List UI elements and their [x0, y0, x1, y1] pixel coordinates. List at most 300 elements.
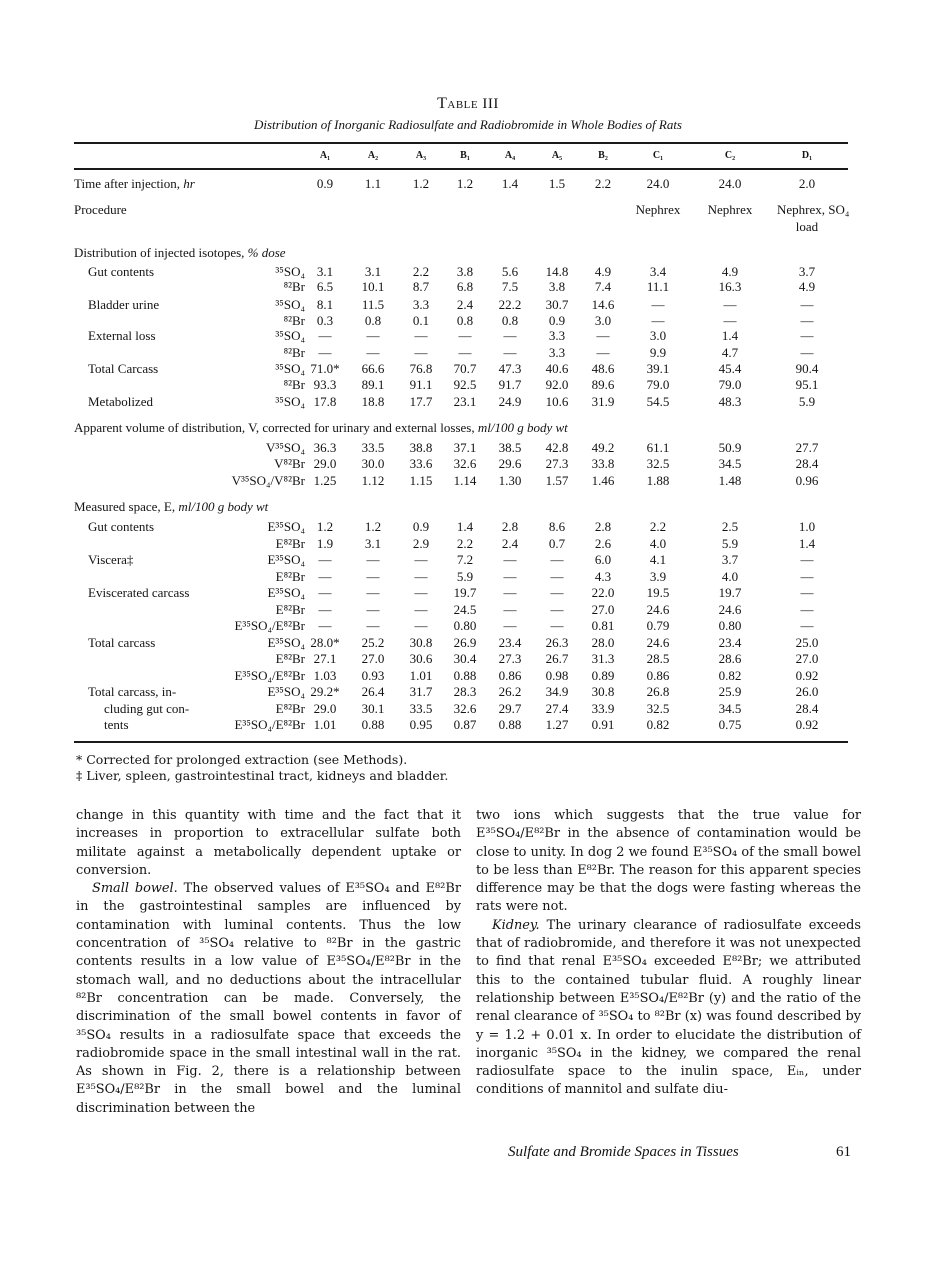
table-cell: 0.88: [498, 717, 522, 732]
table-cell: 14.6: [591, 297, 615, 312]
isotope-label: V³⁵SO₄: [266, 440, 305, 455]
table-cell: 31.7: [409, 684, 433, 699]
table-cell: 28.4: [795, 456, 819, 471]
isotope-label: E³⁵SO₄: [267, 519, 305, 534]
table-cell: 1.2: [412, 176, 430, 191]
table-cell: 2.2: [649, 519, 667, 534]
table-cell: 2.8: [501, 519, 519, 534]
isotope-label: E³⁵SO₄/E⁸²Br: [234, 668, 305, 683]
table-cell: 0.82: [646, 717, 670, 732]
table-cell: 39.1: [646, 361, 670, 376]
row-label: Metabolized: [88, 394, 153, 409]
table-cell: 28.4: [795, 701, 819, 716]
table-cell: 0.8: [364, 313, 382, 328]
table-cell: 0.92: [795, 668, 819, 683]
table-cell: 27.0: [795, 651, 819, 666]
table-cell: 0.1: [412, 313, 430, 328]
paragraph-heading: Kidney.: [492, 917, 540, 933]
row-label: Total carcass, in-: [88, 684, 177, 699]
row-label: Total Carcass: [88, 361, 159, 376]
table-cell: 9.9: [649, 345, 667, 360]
table-cell: 22.0: [591, 585, 615, 600]
row-label: Time after injection, hr: [74, 176, 195, 191]
table-cell: 25.2: [361, 635, 385, 650]
table-cell: —: [414, 569, 428, 584]
table-cell: 0.87: [453, 717, 477, 732]
table-cell: A₄: [504, 150, 516, 161]
table-cell: 5.9: [721, 536, 739, 551]
table-cell: 30.8: [591, 684, 615, 699]
table-cell: —: [366, 569, 380, 584]
table-row: [0, 456, 936, 472]
table-cell: 0.92: [795, 717, 819, 732]
table-row: [0, 328, 936, 344]
table-cell: 4.9: [594, 264, 612, 279]
table-cell: —: [366, 345, 380, 360]
table-cell: 3.8: [456, 264, 474, 279]
table-cell: 27.0: [361, 651, 385, 666]
table-cell: 3.1: [364, 536, 382, 551]
table-cell: 3.8: [548, 279, 566, 294]
table-row: [0, 701, 936, 717]
table-cell: 4.1: [649, 552, 667, 567]
table-row: [0, 519, 936, 535]
table-cell: 3.3: [412, 297, 430, 312]
table-cell: 29.0: [313, 701, 337, 716]
table-cell: —: [800, 618, 814, 633]
isotope-label: E³⁵SO₄: [267, 585, 305, 600]
table-cell: 0.80: [718, 618, 742, 633]
table-cell: 27.1: [313, 651, 337, 666]
table-cell: 0.88: [453, 668, 477, 683]
isotope-label: ³⁵SO₄: [275, 361, 305, 376]
table-cell: 26.8: [646, 684, 670, 699]
table-cell: —: [503, 585, 517, 600]
table-caption: Distribution of Inorganic Radiosulfate and Radiobromide in Whole Bodies of Rats: [253, 117, 682, 132]
table-cell: 3.1: [316, 264, 334, 279]
isotope-label: E³⁵SO₄/E⁸²Br: [234, 717, 305, 732]
table-cell: Nephrex, SO₄: [777, 202, 850, 217]
table-cell: 32.5: [646, 456, 670, 471]
table-cell: —: [800, 569, 814, 584]
table-row: [0, 585, 936, 601]
table-cell: 34.5: [718, 701, 742, 716]
table-cell: 2.4: [456, 297, 474, 312]
table-cell: 1.1: [364, 176, 382, 191]
table-cell: 91.7: [498, 377, 522, 392]
table-cell: 22.2: [498, 297, 522, 312]
table-cell: 1.15: [409, 473, 433, 488]
row-label: cluding gut con-: [104, 701, 190, 716]
table-cell: 45.4: [718, 361, 742, 376]
table-cell: 29.7: [498, 701, 522, 716]
table-cell: 16.3: [718, 279, 742, 294]
table-cell: —: [414, 602, 428, 617]
table-cell: 11.1: [646, 279, 670, 294]
table-bottom-rule: [74, 741, 848, 743]
table-cell: 66.6: [361, 361, 385, 376]
table-cell: C₂: [724, 150, 736, 161]
table-cell: Nephrex: [707, 202, 753, 217]
table-cell: A₂: [367, 150, 379, 161]
paragraph-kidney: Kidney. The urinary clearance of radiosulfate exceeds that of radiobromide, and therefore it was not unexpected to find that renal E³⁵SO₄ exceeded E⁸²Br; we attributed this to the contained tubular fluid. A roughly linear relationship between E³⁵SO₄/E⁸²Br (y) and the ratio of the renal clearance of ³⁵SO₄ to ⁸²Br (x) was found described by y = 1.2 + 0.01 x. In order to elucidate the distribution of inorganic ³⁵SO₄ in the kidney, we compared the renal radiosulfate space to the inulin space, Eᵢₙ, under conditions of mannitol and sulfate diu-: [476, 917, 861, 1098]
table-cell: 2.4: [501, 536, 519, 551]
table-cell: —: [651, 313, 665, 328]
table-cell: —: [366, 585, 380, 600]
table-cell: 33.6: [409, 456, 433, 471]
row-label: Eviscerated carcass: [88, 585, 190, 600]
table-cell: 19.7: [718, 585, 742, 600]
isotope-label: ⁸²Br: [283, 313, 305, 328]
table-cell: 30.6: [409, 651, 433, 666]
table-cell: —: [651, 297, 665, 312]
table-cell: 26.4: [361, 684, 385, 699]
table-cell: —: [414, 552, 428, 567]
table-cell: —: [503, 345, 517, 360]
table-cell: 7.2: [456, 552, 474, 567]
table-cell: 7.5: [501, 279, 519, 294]
table-cell: —: [318, 328, 332, 343]
table-cell: 1.57: [545, 473, 569, 488]
table-cell: 0.86: [498, 668, 522, 683]
table-cell: 89.1: [361, 377, 385, 392]
isotope-label: E³⁵SO₄: [267, 635, 305, 650]
paragraph-heading: Small bowel.: [92, 881, 178, 897]
table-cell: 37.1: [453, 440, 477, 455]
table-cell: 33.8: [591, 456, 615, 471]
section-heading-apparent-volume: Apparent volume of distribution, V, corrected for urinary and external losses, ml/100 g body wt: [74, 420, 568, 435]
table-cell: 27.3: [498, 651, 522, 666]
table-cell: 24.0: [646, 176, 670, 191]
table-cell: 1.46: [591, 473, 615, 488]
table-cell: 17.7: [409, 394, 433, 409]
table-cell: 27.7: [795, 440, 819, 455]
table-cell: 8.7: [412, 279, 430, 294]
table-cell: 0.91: [591, 717, 615, 732]
table-cell: —: [318, 618, 332, 633]
table-cell: 24.0: [718, 176, 742, 191]
table-cell: 3.9: [649, 569, 667, 584]
paragraph: change in this quantity with time and the fact that it increases in proportion to extracellular sulfate both militate against a metabolically dependent uptake or conversion.: [76, 808, 461, 878]
table-cell: —: [800, 313, 814, 328]
table-cell: 50.9: [718, 440, 742, 455]
table-cell: —: [503, 328, 517, 343]
table-cell: 24.6: [646, 635, 670, 650]
table-cell: 1.01: [313, 717, 337, 732]
table-cell: 1.14: [453, 473, 477, 488]
table-cell: 24.6: [718, 602, 742, 617]
page-number: 61: [836, 1144, 851, 1160]
table-cell: 28.0*: [310, 635, 340, 650]
table-cell: 1.12: [361, 473, 385, 488]
table-cell: —: [503, 552, 517, 567]
table-cell: 24.6: [646, 602, 670, 617]
table-cell: 48.6: [591, 361, 615, 376]
table-row: [0, 651, 936, 667]
table-cell: 19.7: [453, 585, 477, 600]
table-cell: 3.0: [594, 313, 612, 328]
table-cell: —: [366, 618, 380, 633]
table-cell: —: [800, 602, 814, 617]
table-cell: 0.8: [501, 313, 519, 328]
table-cell: —: [550, 552, 564, 567]
table-cell: 18.8: [361, 394, 385, 409]
table-cell: 19.5: [646, 585, 670, 600]
table-cell: —: [800, 328, 814, 343]
table-cell: 2.0: [798, 176, 816, 191]
table-cell: —: [596, 345, 610, 360]
table-cell: 1.88: [646, 473, 670, 488]
table-cell: 40.6: [545, 361, 569, 376]
table-cell: 3.7: [721, 552, 739, 567]
table-row: [0, 717, 936, 733]
table-cell: 24.9: [498, 394, 522, 409]
table-cell: 0.95: [409, 717, 433, 732]
table-cell: 0.79: [646, 618, 670, 633]
table-cell: 0.88: [361, 717, 385, 732]
isotope-label: V³⁵SO₄/V⁸²Br: [231, 473, 305, 488]
table-cell: 30.0: [361, 456, 385, 471]
table-cell: 33.5: [361, 440, 385, 455]
table-cell: 8.1: [316, 297, 334, 312]
table-cell: 1.25: [313, 473, 337, 488]
table-cell: —: [414, 585, 428, 600]
table-cell: 0.93: [361, 668, 385, 683]
table-cell: 32.5: [646, 701, 670, 716]
isotope-label: ⁸²Br: [283, 377, 305, 392]
table-cell: 27.4: [545, 701, 569, 716]
table-cell: 23.4: [718, 635, 742, 650]
table-cell: —: [596, 328, 610, 343]
isotope-label: E³⁵SO₄: [267, 684, 305, 699]
table-cell: —: [800, 297, 814, 312]
table-cell: 95.1: [795, 377, 819, 392]
table-cell: 2.9: [412, 536, 430, 551]
isotope-label: E³⁵SO₄/E⁸²Br: [234, 618, 305, 633]
table-row: [0, 635, 936, 651]
paragraph: two ions which suggests that the true value for E³⁵SO₄/E⁸²Br in the absence of contamination would be close to unity. In dog 2 we found E³⁵SO₄ of the small bowel to be less than E⁸²Br. The reason for this apparent species difference may be that the dogs were fasting whereas the rats were not.: [476, 808, 861, 915]
table-row: [0, 684, 936, 700]
table-cell: 4.9: [721, 264, 739, 279]
table-row: [0, 377, 936, 393]
table-cell: 1.4: [501, 176, 519, 191]
table-cell: 17.8: [313, 394, 337, 409]
table-cell: 30.4: [453, 651, 477, 666]
table-cell: 2.5: [721, 519, 739, 534]
table-row: [0, 361, 936, 377]
table-cell: 2.2: [456, 536, 474, 551]
table-row: [0, 279, 936, 295]
table-cell: 2.2: [594, 176, 612, 191]
table-cell: —: [458, 345, 472, 360]
table-cell: 2.2: [412, 264, 430, 279]
table-cell: 0.3: [316, 313, 334, 328]
table-cell: 61.1: [646, 440, 670, 455]
row-label: Bladder urine: [88, 297, 160, 312]
table-cell: —: [318, 602, 332, 617]
table-cell: 7.4: [594, 279, 612, 294]
row-label: Gut contents: [88, 264, 155, 279]
table-cell: 23.1: [453, 394, 477, 409]
table-cell: —: [800, 585, 814, 600]
table-title-prefix: Table: [437, 95, 479, 112]
table-cell: 47.3: [498, 361, 522, 376]
table-cell: —: [318, 552, 332, 567]
table-cell: 90.4: [795, 361, 819, 376]
table-cell: —: [503, 602, 517, 617]
table-cell: 25.9: [718, 684, 742, 699]
table-cell: 38.5: [498, 440, 522, 455]
table-cell: —: [458, 328, 472, 343]
table-cell: —: [800, 345, 814, 360]
table-cell: 1.2: [316, 519, 334, 534]
table-row-procedure: [0, 202, 936, 218]
table-cell: —: [318, 585, 332, 600]
table-cell: 1.5: [548, 176, 566, 191]
table-cell: 26.7: [545, 651, 569, 666]
table-row: [0, 264, 936, 280]
table-cell: 38.8: [409, 440, 433, 455]
table-cell: —: [414, 618, 428, 633]
table-cell: —: [550, 585, 564, 600]
table-cell: 1.4: [456, 519, 474, 534]
table-cell: 2.6: [594, 536, 612, 551]
isotope-label: E⁸²Br: [275, 651, 305, 666]
table-cell: 32.6: [453, 701, 477, 716]
table-cell: 0.80: [453, 618, 477, 633]
row-label: Gut contents: [88, 519, 155, 534]
table-cell: 29.0: [313, 456, 337, 471]
footnote-asterisk: * Corrected for prolonged extraction (see Methods).: [76, 752, 408, 767]
table-header-row: [0, 148, 936, 164]
table-cell: 0.7: [548, 536, 566, 551]
table-cell: 1.0: [798, 519, 816, 534]
table-cell: A₅: [551, 150, 563, 161]
table-row: [0, 602, 936, 618]
table-cell: B₁: [460, 150, 470, 161]
table-row: [0, 536, 936, 552]
table-cell: 8.6: [548, 519, 566, 534]
table-cell: 30.8: [409, 635, 433, 650]
table-cell: 0.96: [795, 473, 819, 488]
row-label: Total carcass: [88, 635, 156, 650]
table-cell: 6.8: [456, 279, 474, 294]
table-cell: —: [723, 297, 737, 312]
table-cell: 32.6: [453, 456, 477, 471]
table-cell: 5.9: [798, 394, 816, 409]
table-row: [0, 313, 936, 329]
table-cell: 28.5: [646, 651, 670, 666]
table-cell: —: [800, 552, 814, 567]
table-cell: —: [318, 569, 332, 584]
section-heading-distribution: Distribution of injected isotopes, % dose: [74, 245, 286, 260]
table-cell: 3.3: [548, 345, 566, 360]
isotope-label: ⁸²Br: [283, 279, 305, 294]
isotope-label: ³⁵SO₄: [275, 328, 305, 343]
table-cell: 91.1: [409, 377, 433, 392]
table-cell: 71.0*: [310, 361, 340, 376]
table-row-procedure-cont: [0, 219, 936, 235]
table-cell: —: [503, 569, 517, 584]
table-row: [0, 297, 936, 313]
table-cell: —: [503, 618, 517, 633]
table-cell: —: [366, 552, 380, 567]
table-cell: 3.4: [649, 264, 667, 279]
table-cell: 93.3: [313, 377, 337, 392]
isotope-label: E⁸²Br: [275, 569, 305, 584]
table-row: [0, 668, 936, 684]
table-cell: 1.2: [364, 519, 382, 534]
table-cell: 0.81: [591, 618, 615, 633]
table-cell: 4.3: [594, 569, 612, 584]
table-cell: —: [550, 602, 564, 617]
table-cell: 31.9: [591, 394, 615, 409]
table-cell: C₁: [652, 150, 664, 161]
row-label: Viscera‡: [88, 552, 134, 567]
table-cell: 42.8: [545, 440, 569, 455]
table-cell: 0.9: [316, 176, 334, 191]
table-cell: 1.48: [718, 473, 742, 488]
table-cell: 92.5: [453, 377, 477, 392]
table-title-number: III: [482, 96, 499, 112]
table-cell: 0.8: [456, 313, 474, 328]
table-cell: 26.9: [453, 635, 477, 650]
table-cell: 0.89: [591, 668, 615, 683]
table-cell: 92.0: [545, 377, 569, 392]
row-label: External loss: [88, 328, 156, 343]
table-cell: 28.6: [718, 651, 742, 666]
body-column-right: [476, 807, 861, 1100]
table-cell: —: [414, 328, 428, 343]
table-cell: 70.7: [453, 361, 477, 376]
table-cell: A₁: [319, 150, 331, 161]
table-cell: 26.3: [545, 635, 569, 650]
table-row: [0, 394, 936, 410]
isotope-label: E³⁵SO₄: [267, 552, 305, 567]
table-cell: 1.4: [721, 328, 739, 343]
table-cell: 1.03: [313, 668, 337, 683]
table-cell: —: [366, 602, 380, 617]
table-cell: 30.7: [545, 297, 569, 312]
table-row: [0, 440, 936, 456]
table-cell: 29.2*: [310, 684, 340, 699]
table-cell: 0.82: [718, 668, 742, 683]
table-title: [0, 95, 936, 113]
table-cell: 0.9: [412, 519, 430, 534]
table-cell: A₃: [415, 150, 427, 161]
table-cell: 28.0: [591, 635, 615, 650]
table-cell: 4.0: [649, 536, 667, 551]
isotope-label: ³⁵SO₄: [275, 297, 305, 312]
table-cell: 1.27: [545, 717, 569, 732]
table-cell: —: [318, 345, 332, 360]
table-row-time: [0, 176, 936, 192]
isotope-label: E⁸²Br: [275, 701, 305, 716]
isotope-label: E⁸²Br: [275, 536, 305, 551]
table-row: [0, 345, 936, 361]
table-cell: —: [550, 618, 564, 633]
table-cell: 3.1: [364, 264, 382, 279]
table-cell: 54.5: [646, 394, 670, 409]
table-cell: 3.3: [548, 328, 566, 343]
table-cell: 2.8: [594, 519, 612, 534]
table-cell: 29.6: [498, 456, 522, 471]
table-cell: 89.6: [591, 377, 615, 392]
table-cell: 6.0: [594, 552, 612, 567]
table-cell: —: [414, 345, 428, 360]
table-cell: 34.9: [545, 684, 569, 699]
table-cell: 76.8: [409, 361, 433, 376]
